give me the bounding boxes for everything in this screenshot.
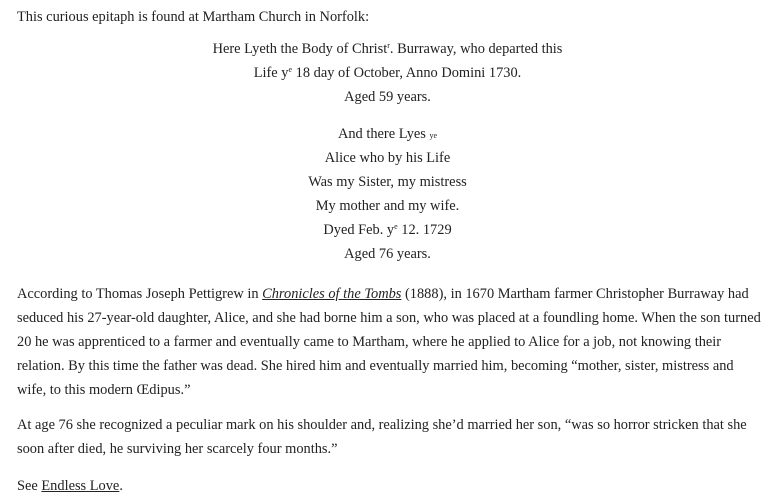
- paragraph-text: (1888), in 1670 Martham farmer Christopher Burraway had: [401, 286, 749, 302]
- epitaph-line: Was my Sister, my mistress: [308, 174, 467, 190]
- epitaph-text: 12. 1729: [397, 222, 452, 238]
- see-suffix: .: [119, 478, 123, 494]
- paragraph-line: 20 he was apprenticed to a farmer and eventually came to Martham, where he applied to Alice for a job, not knowing their: [17, 334, 722, 350]
- paragraph-text: According to Thomas Joseph Pettigrew in: [17, 286, 263, 302]
- epitaph-line: Alice who by his Life: [324, 150, 451, 166]
- epitaph-text: Dyed Feb. y: [323, 222, 395, 238]
- small-ye: ye: [429, 131, 438, 140]
- paragraph-line: [17, 474, 769, 498]
- intro-text: This curious epitaph is found at Martham Church in Norfolk:: [17, 9, 370, 25]
- epitaph-block-1: [0, 37, 775, 109]
- see-prefix: See: [17, 478, 42, 494]
- epitaph-line: Aged 76 years.: [344, 246, 431, 262]
- epitaph-text: And there Lyes: [337, 126, 426, 142]
- paragraph-ending: [17, 413, 769, 461]
- endless-love-link[interactable]: Endless Love: [41, 478, 120, 494]
- paragraph-line: seduced his 27-year-old daughter, Alice, and she had borne him a son, who was placed at a foundling home. When the son turned: [17, 310, 761, 326]
- superscript: r: [387, 41, 390, 50]
- epitaph-block-2: [0, 122, 775, 266]
- paragraph-line: wife, to this modern Œdipus.”: [17, 382, 191, 398]
- paragraph-line: [17, 282, 769, 306]
- epitaph-line: [0, 37, 775, 61]
- paragraph-line: relation. By this time the father was dead. She hired him and eventually married him, becoming “mother, sister, mistress and: [17, 358, 734, 374]
- superscript: e: [394, 222, 398, 231]
- see-also: [17, 474, 769, 498]
- epitaph-text: 18 day of October, Anno Domini 1730.: [292, 65, 522, 81]
- epitaph-line: [0, 122, 775, 146]
- paragraph-line: At age 76 she recognized a peculiar mark on his shoulder and, realizing she’d married her son, “was so horror stricken that she: [17, 417, 747, 433]
- paragraph-history: [17, 282, 769, 402]
- epitaph-line: [0, 218, 775, 242]
- paragraph-line: soon after died, he surviving her scarcely four months.”: [17, 441, 338, 457]
- superscript: e: [288, 65, 293, 74]
- epitaph-text: Life y: [253, 65, 289, 81]
- epitaph-text: . Burraway, who departed this: [389, 41, 563, 57]
- epitaph-line: [0, 61, 775, 85]
- epitaph-line: My mother and my wife.: [315, 198, 460, 214]
- book-title: Chronicles of the Tombs: [262, 286, 402, 302]
- epitaph-text: Here Lyeth the Body of Christ: [212, 41, 388, 57]
- chronicles-of-the-tombs-link[interactable]: [262, 286, 401, 302]
- epitaph-line: Aged 59 years.: [344, 89, 431, 105]
